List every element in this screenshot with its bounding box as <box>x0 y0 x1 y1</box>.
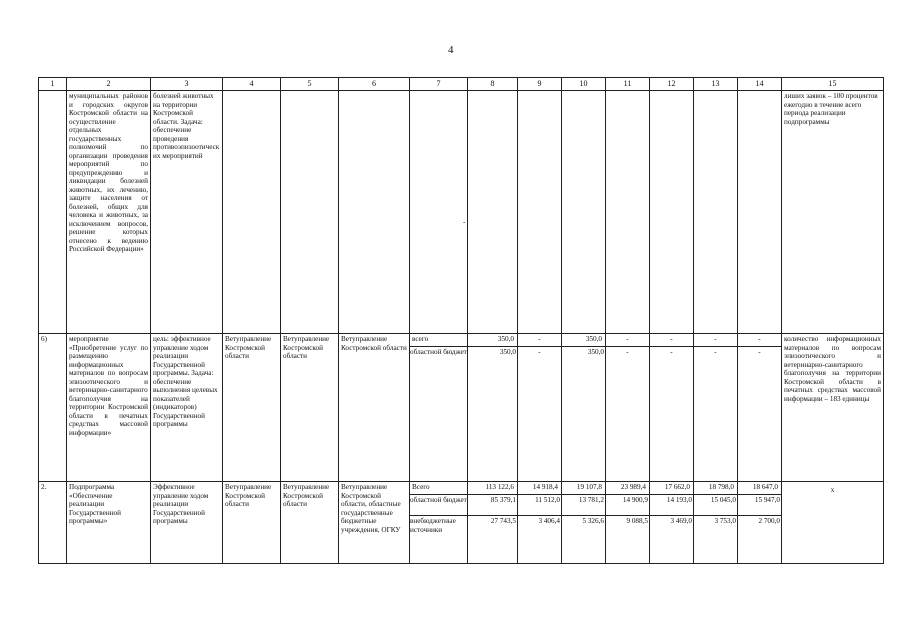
value-cell: 18 647,0 <box>752 483 778 491</box>
header-cell: 1 <box>39 78 67 91</box>
value-cell: 85 379,1 <box>468 494 518 515</box>
program-table <box>38 77 884 564</box>
header-cell: 6 <box>339 78 410 91</box>
value-cell: 350,0 <box>468 346 518 358</box>
goal-text: цель: эффективное управление ходом реализации Государственной программы. Задача: обеспечение выполнения целевых показателей (индикаторов) Государственной программы <box>151 334 223 482</box>
table-row <box>39 482 884 564</box>
value-cell: 350,0 <box>562 346 606 358</box>
header-cell: 11 <box>606 78 650 91</box>
value-cell: - <box>518 346 562 358</box>
header-cell: 2 <box>67 78 151 91</box>
row-number: 6) <box>39 334 67 482</box>
value-cell: - <box>738 346 782 358</box>
value-cell: 23 989,4 <box>620 483 646 491</box>
participant: Ветуправление Костромской области <box>339 334 410 482</box>
value-cell: 14 900,9 <box>606 494 650 515</box>
measure-text: мероприятие «Приобретение услуг по размещению информационных материалов по вопросам эпизоотического и ветеринарно-санитарного благополучия на территории Костромской области в печатных средствах массовой информации» <box>67 334 151 482</box>
indicator-text: x <box>782 482 884 564</box>
indicator-text: количество информационных материалов по вопросам эпизоотического и ветеринарно-санитарного благополучия на территории Костромской области в печатных средствах массовой информации – 183 единицы <box>782 334 884 482</box>
value-cell: 14 193,0 <box>650 494 694 515</box>
value-cell: 15 947,0 <box>738 494 782 515</box>
value-cell: 5 326,6 <box>562 515 606 527</box>
value-cell: 27 743,5 <box>468 515 518 527</box>
value-cell: 350,0 <box>585 335 602 343</box>
source-label: областной бюджет <box>410 346 468 358</box>
executor: Ветуправление Костромской области <box>223 334 281 482</box>
source-label: внебюджетные источники <box>410 515 468 535</box>
value-cell: - <box>670 335 673 343</box>
value-cell: 2 700,0 <box>738 515 782 527</box>
value-cell: - <box>650 346 694 358</box>
header-cell: 8 <box>468 78 518 91</box>
value-cell: - <box>758 335 761 343</box>
header-cell: 3 <box>151 78 223 91</box>
value-cell: 14 918,4 <box>532 483 558 491</box>
goal-text: болезней животных на территории Костромской области. Задача: обеспечение проведения противоэпизоотических мероприятий <box>151 91 223 334</box>
value-cell: 17 662,0 <box>664 483 690 491</box>
value-cell: 3 469,0 <box>650 515 694 527</box>
measure-text: Подпрограмма «Обеспечение реализации Государственной программы» <box>67 482 151 564</box>
row-number: 2. <box>39 482 67 564</box>
value-cell: 9 088,5 <box>606 515 650 527</box>
value-cell: - <box>606 346 650 358</box>
value-cell: 3 753,0 <box>694 515 738 527</box>
participant: Ветуправление Костромской области, областные государственные бюджетные учреждения, ОГКУ <box>339 482 410 564</box>
table-row <box>39 334 884 482</box>
header-cell: 10 <box>562 78 606 91</box>
header-cell: 5 <box>281 78 339 91</box>
header-cell: 15 <box>782 78 884 91</box>
source-label: всего <box>412 335 429 343</box>
indicator-text: лиших заявок – 100 процентов ежегодно в течение всего периода реализации подпрограммы <box>782 91 884 334</box>
value-cell: 113 122,6 <box>485 483 514 491</box>
co-executor: Ветуправление Костромской области <box>281 482 339 564</box>
header-cell: 13 <box>694 78 738 91</box>
value-cell: - <box>538 335 541 343</box>
value-cell: 11 512,0 <box>518 494 562 515</box>
header-cell: 14 <box>738 78 782 91</box>
co-executor: Ветуправление Костромской области <box>281 334 339 482</box>
source-label: Всего <box>412 483 430 491</box>
table-row <box>39 91 884 334</box>
measure-text: муниципальных районов и городских округов Костромской области на осуществление отдельных государственных полномочий по организации проведения мероприятий по предупреждению и ликвидации болезней животных, их лечению, защите населения от болезней, общих для человека и животных, за исключением вопросов, решение которых отнесено к ведению Российской Федерации» <box>67 91 151 334</box>
value-cell: 3 406,4 <box>518 515 562 527</box>
goal-text: Эффективное управление ходом реализации Государственной программы <box>151 482 223 564</box>
value-cell: - <box>694 346 738 358</box>
value-cell: - <box>714 335 717 343</box>
header-cell: 4 <box>223 78 281 91</box>
value-cell: 15 045,0 <box>694 494 738 515</box>
executor: Ветуправление Костромской области <box>223 482 281 564</box>
source-label: областной бюджет <box>410 494 468 515</box>
value-cell: 19 107,8 <box>576 483 602 491</box>
value-cell: 13 781,2 <box>562 494 606 515</box>
header-cell: 12 <box>650 78 694 91</box>
value-cell: 350,0 <box>497 335 514 343</box>
header-cell: 7 <box>410 78 468 91</box>
value-cell: - <box>626 335 629 343</box>
value-cell: 18 798,0 <box>708 483 734 491</box>
header-row <box>39 78 884 91</box>
page-number: 4 <box>448 44 454 56</box>
header-cell: 9 <box>518 78 562 91</box>
stray-mark: - <box>463 218 466 226</box>
